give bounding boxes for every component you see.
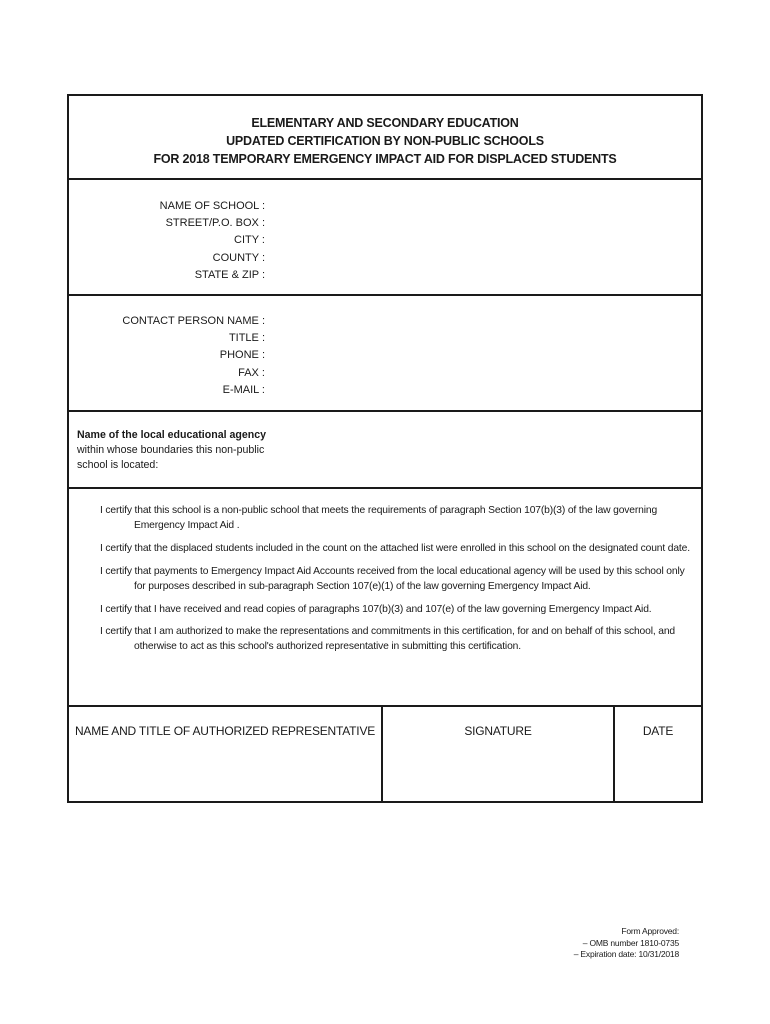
certifications-section: [69, 489, 701, 707]
email-field[interactable]: E-MAIL :: [222, 383, 265, 396]
school-name-field[interactable]: NAME OF SCHOOL :: [159, 200, 265, 212]
contact-title-field[interactable]: TITLE :: [228, 332, 265, 345]
phone-field[interactable]: PHONE :: [219, 349, 265, 362]
omb-approval-note: [574, 926, 679, 961]
lea-label-line-2: within whose boundaries this non-public: [77, 444, 265, 456]
approval-line-1: Form Approved:: [621, 926, 679, 936]
certification-statement-1: I certify that this school is a non-public school that meets the requirements of paragraph Section 107(b)(3) of the law governing Emergency Impact Aid .: [100, 505, 658, 532]
contact-person-name-field[interactable]: CONTACT PERSON NAME :: [122, 315, 265, 327]
street-field[interactable]: STREET/P.O. BOX :: [165, 217, 265, 230]
representative-name-title-cell[interactable]: [69, 707, 383, 801]
school-info-section: [69, 180, 701, 296]
lea-label-bold: Name of the local educational agency: [77, 429, 266, 441]
city-field[interactable]: CITY :: [234, 234, 265, 247]
certification-form: [67, 94, 703, 803]
signature-label: SIGNATURE: [464, 724, 532, 738]
lea-section[interactable]: [69, 412, 701, 489]
signature-cell[interactable]: [383, 707, 615, 801]
state-zip-field[interactable]: STATE & ZIP :: [194, 268, 265, 281]
header-title-line-3: FOR 2018 TEMPORARY EMERGENCY IMPACT AID FOR DISPLACED STUDENTS: [153, 152, 617, 166]
approval-line-2: – OMB number 1810-0735: [582, 937, 679, 948]
county-field[interactable]: COUNTY :: [212, 251, 265, 264]
header-title-line-2: UPDATED CERTIFICATION BY NON-PUBLIC SCHOOLS: [226, 134, 544, 148]
header-title-line-1: ELEMENTARY AND SECONDARY EDUCATION: [251, 116, 519, 130]
approval-line-3: – Expiration date: 10/31/2018: [573, 949, 679, 959]
fax-field[interactable]: FAX :: [238, 366, 265, 379]
certification-statement-2: I certify that the displaced students included in the count on the attached list were enrolled in this school on the designated count date.: [100, 542, 690, 554]
certification-statement-4: I certify that I have received and read copies of paragraphs 107(b)(3) and 107(e) of the law governing Emergency Impact Aid.: [100, 603, 652, 615]
lea-label-line-3: school is located:: [77, 459, 159, 471]
contact-info-section: [69, 296, 701, 412]
date-cell[interactable]: [615, 707, 701, 801]
signature-row: [69, 707, 701, 801]
form-header: [69, 96, 701, 180]
representative-name-title-label: NAME AND TITLE OF AUTHORIZED REPRESENTATIVE: [74, 724, 376, 738]
date-label: DATE: [642, 724, 674, 738]
certification-statement-3: I certify that payments to Emergency Impact Aid Accounts received from the local educational agency will be used by this school only for purposes described in sub-paragraph Section 107(e)(1) of the law governing Emergency Impact Aid.: [100, 565, 685, 592]
certification-statement-5: I certify that I am authorized to make the representations and commitments in this certification, for and on behalf of this school, and otherwise to act as this school's authorized representative in submitting this certification.: [100, 626, 675, 653]
